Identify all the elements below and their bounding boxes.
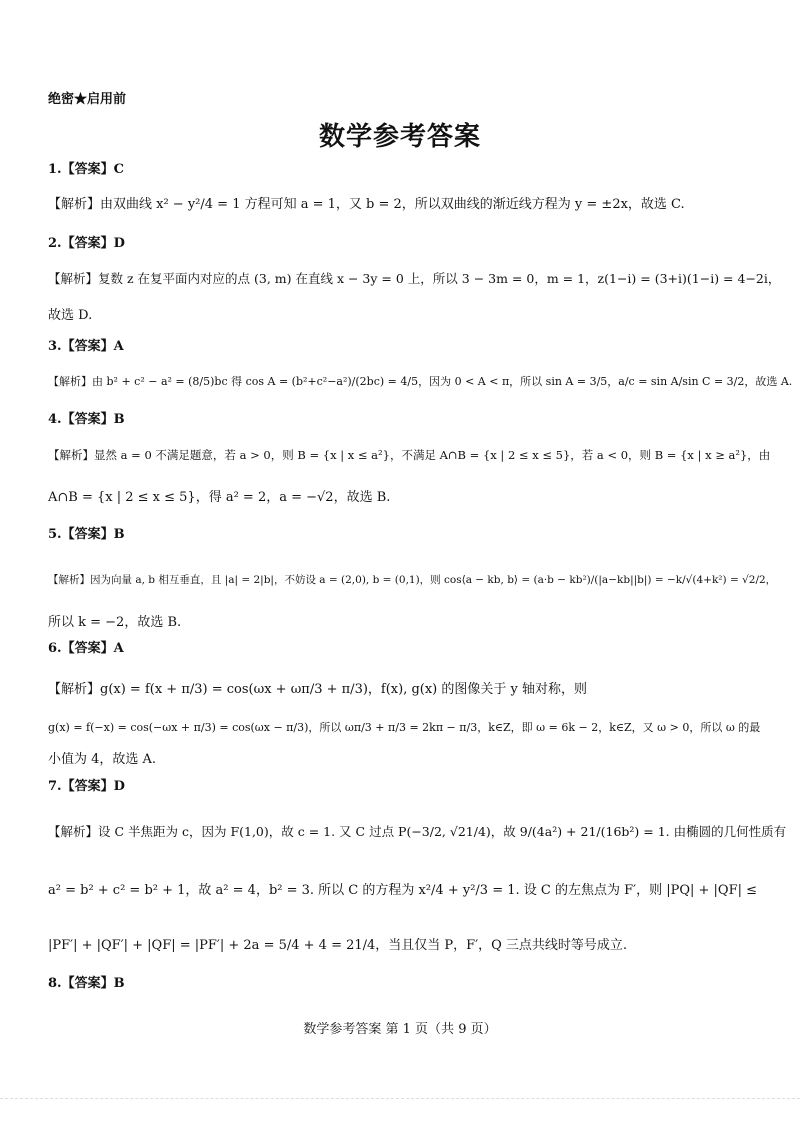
answer-8: 8.【答案】B — [48, 976, 125, 991]
answer-6: 6.【答案】A — [48, 641, 124, 656]
analysis-6-line-1: 【解析】g(x) = f(x + π/3) = cos(ωx + ωπ/3 + π/3)，f(x), g(x) 的图像关于 y 轴对称，则 — [48, 682, 587, 697]
analysis-2-line-1: 【解析】复数 z 在复平面内对应的点 (3, m) 在直线 x − 3y = 0 上，所以 3 − 3m = 0，m = 1，z(1−i) = (3+i)(1−i) = 4−2i， — [48, 271, 781, 286]
page-bottom-divider — [0, 1098, 800, 1099]
answer-5: 5.【答案】B — [48, 527, 125, 542]
answer-1: 1.【答案】C — [48, 162, 124, 177]
analysis-3-line-1: 【解析】由 b² + c² − a² = (8/5)bc 得 cos A = (b²+c²−a²)/(2bc) = 4/5，因为 0 < A < π，所以 sin A = 3/5，a/c = sin A/sin C = 3/2，故选 A. — [48, 375, 793, 388]
analysis-7-line-1: 【解析】设 C 半焦距为 c，因为 F(1,0)，故 c = 1. 又 C 过点 P(−3/2, √21/4)，故 9/(4a²) + 21/(16b²) = 1. 由椭圆的几何性质有 — [48, 824, 787, 839]
page-footer: 数学参考答案 第 1 页（共 9 页） — [303, 1022, 497, 1037]
analysis-1-line-1: 【解析】由双曲线 x² − y²/4 = 1 方程可知 a = 1，又 b = 2，所以双曲线的渐近线方程为 y = ±2x，故选 C. — [48, 197, 685, 212]
analysis-4-line-1: 【解析】显然 a = 0 不满足题意，若 a > 0，则 B = {x | x ≤ a²}，不满足 A∩B = {x | 2 ≤ x ≤ 5}，若 a < 0，则 B = {x | x ≥ a²}，由 — [48, 448, 771, 462]
answer-4: 4.【答案】B — [48, 412, 125, 427]
page-title: 数学参考答案 — [318, 122, 481, 152]
answer-7: 7.【答案】D — [48, 779, 125, 794]
analysis-5-line-2: 所以 k = −2，故选 B. — [48, 615, 182, 630]
analysis-6-line-3: 小值为 4，故选 A. — [48, 752, 157, 767]
analysis-7-line-2: a² = b² + c² = b² + 1，故 a² = 4，b² = 3. 所以 C 的方程为 x²/4 + y²/3 = 1. 设 C 的左焦点为 F′，则 |PQ| + |QF| ≤ — [48, 883, 757, 898]
analysis-5-line-1: 【解析】因为向量 a, b 相互垂直，且 |a| = 2|b|，不妨设 a = (2,0), b = (0,1)，则 cos⟨a − kb, b⟩ = (a·b − kb²)/(|a−kb||b|) = −k/√(4+k²) = √2/2， — [48, 574, 777, 586]
analysis-4-line-2: A∩B = {x | 2 ≤ x ≤ 5}，得 a² = 2，a = −√2，故选 B. — [48, 490, 391, 505]
answer-3: 3.【答案】A — [48, 339, 124, 354]
confidential-label: 绝密★启用前 — [48, 92, 127, 107]
analysis-6-line-2: g(x) = f(−x) = cos(−ωx + π/3) = cos(ωx − π/3)，所以 ωπ/3 + π/3 = 2kπ − π/3，k∈Z，即 ω = 6k − 2，k∈Z，又 ω > 0，所以 ω 的最 — [48, 721, 761, 734]
analysis-2-line-2: 故选 D. — [48, 308, 93, 323]
analysis-7-line-3: |PF′| + |QF′| + |QF| = |PF′| + 2a = 5/4 + 4 = 21/4，当且仅当 P，F′，Q 三点共线时等号成立. — [48, 938, 628, 953]
answer-2: 2.【答案】D — [48, 236, 125, 251]
